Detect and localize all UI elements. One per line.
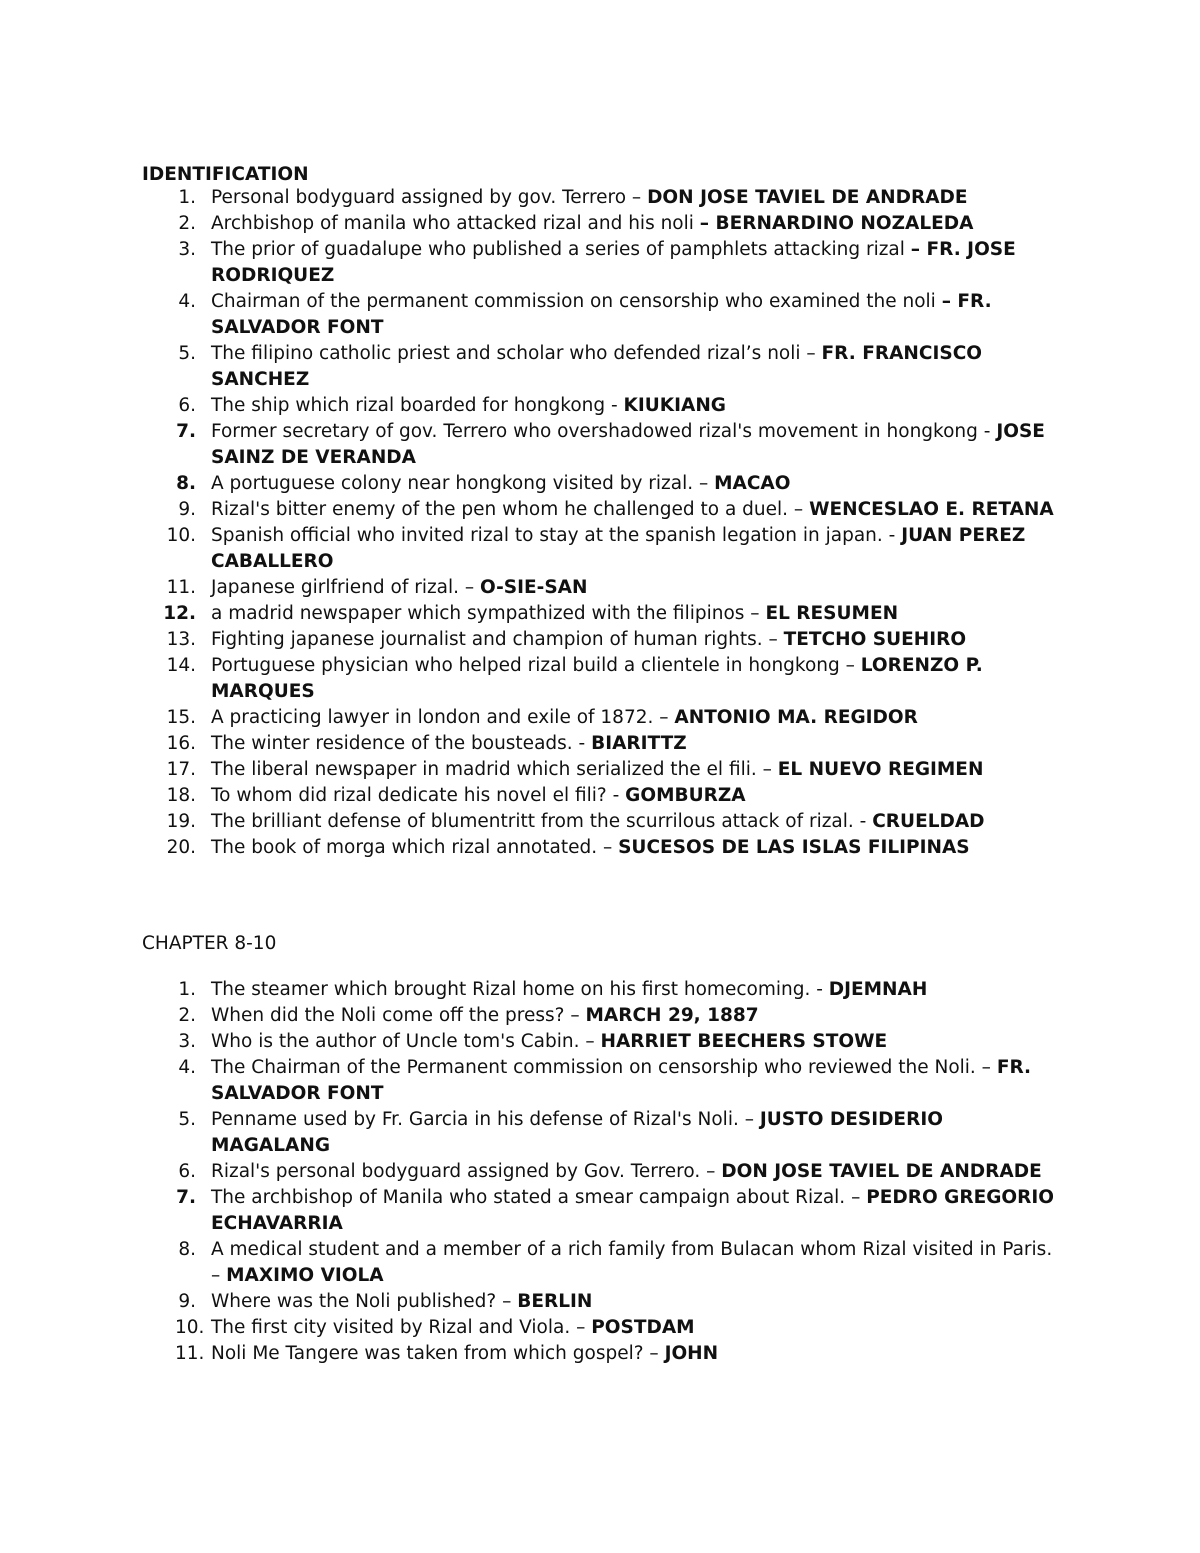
question-text: Portuguese physician who helped rizal build a clientele in hongkong – [211, 655, 861, 676]
answer-text: BIARITTZ [591, 733, 687, 754]
question-text: Chairman of the permanent commission on censorship who examined the noli [211, 291, 942, 312]
list-item [0, 835, 1200, 861]
section-heading-chapter: CHAPTER 8-10 [142, 933, 277, 954]
item-number: 7. [176, 1187, 196, 1208]
item-number: 13. [166, 629, 196, 650]
list-item [0, 523, 1200, 575]
question-text: The prior of guadalupe who published a series of pamphlets attacking rizal [211, 239, 911, 260]
list-item [0, 627, 1200, 653]
answer-text: JOSE SAINZ DE VERANDA [211, 421, 1045, 468]
identification-list [0, 185, 1200, 861]
list-item [0, 783, 1200, 809]
question-text: Rizal's personal bodyguard assigned by Gov. Terrero. – [211, 1161, 722, 1182]
question-text: The winter residence of the bousteads. - [211, 733, 592, 754]
answer-text: JUAN PEREZ CABALLERO [211, 525, 1026, 572]
answer-text: – BERNARDINO NOZALEDA [699, 213, 974, 234]
list-item [0, 575, 1200, 601]
answer-text: – FR. JOSE RODRIQUEZ [211, 239, 1016, 286]
list-item [0, 653, 1200, 705]
answer-text: GOMBURZA [625, 785, 746, 806]
answer-text: ANTONIO MA. REGIDOR [674, 707, 918, 728]
list-item [0, 1055, 1200, 1107]
item-number: 17. [166, 759, 196, 780]
question-text: The first city visited by Rizal and Viola. – [211, 1317, 592, 1338]
question-text: a madrid newspaper which sympathized with the filipinos – [211, 603, 766, 624]
answer-text: MACAO [714, 473, 791, 494]
list-item [0, 289, 1200, 341]
answer-text: O-SIE-SAN [480, 577, 588, 598]
question-text: Noli Me Tangere was taken from which gospel? – [211, 1343, 665, 1364]
question-text: Spanish official who invited rizal to stay at the spanish legation in japan. - [211, 525, 902, 546]
list-item [0, 497, 1200, 523]
answer-text: – FR. SALVADOR FONT [211, 291, 992, 338]
item-number: 6. [178, 1161, 196, 1182]
item-number: 10. [175, 1317, 205, 1338]
list-item [0, 341, 1200, 393]
list-item [0, 1237, 1200, 1289]
answer-text: POSTDAM [591, 1317, 695, 1338]
item-number: 19. [166, 811, 196, 832]
list-item [0, 809, 1200, 835]
item-number: 4. [178, 291, 196, 312]
item-number: 11. [166, 577, 196, 598]
question-text: The book of morga which rizal annotated. – [211, 837, 619, 858]
answer-text: TETCHO SUEHIRO [783, 629, 967, 650]
answer-text: DJEMNAH [828, 979, 928, 1000]
item-number: 3. [178, 239, 196, 260]
item-number: 2. [178, 213, 196, 234]
item-number: 18. [166, 785, 196, 806]
item-number: 5. [178, 1109, 196, 1130]
answer-text: DON JOSE TAVIEL DE ANDRADE [647, 187, 968, 208]
question-text: To whom did rizal dedicate his novel el fili? - [211, 785, 626, 806]
answer-text: FR. SALVADOR FONT [211, 1057, 1032, 1104]
item-number: 4. [178, 1057, 196, 1078]
question-text: Archbishop of manila who attacked rizal and his noli [211, 213, 700, 234]
item-number: 8. [178, 1239, 196, 1260]
question-text: Fighting japanese journalist and champion of human rights. – [211, 629, 784, 650]
question-text: When did the Noli come off the press? – [211, 1005, 586, 1026]
item-number: 20. [166, 837, 196, 858]
answer-text: DON JOSE TAVIEL DE ANDRADE [721, 1161, 1042, 1182]
answer-text: LORENZO P. MARQUES [211, 655, 983, 702]
item-number: 9. [178, 499, 196, 520]
question-text: The steamer which brought Rizal home on his first homecoming. - [211, 979, 829, 1000]
list-item [0, 1289, 1200, 1315]
list-item [0, 1185, 1200, 1237]
list-item [0, 1341, 1200, 1367]
answer-text: PEDRO GREGORIO ECHAVARRIA [211, 1187, 1055, 1234]
item-number: 8. [176, 473, 196, 494]
item-number: 9. [178, 1291, 196, 1312]
item-number: 5. [178, 343, 196, 364]
item-number: 2. [178, 1005, 196, 1026]
list-item [0, 1315, 1200, 1341]
list-item [0, 185, 1200, 211]
item-number: 10. [166, 525, 196, 546]
question-text: Former secretary of gov. Terrero who overshadowed rizal's movement in hongkong - [211, 421, 997, 442]
list-item [0, 757, 1200, 783]
question-text: Personal bodyguard assigned by gov. Terrero – [211, 187, 648, 208]
item-number: 1. [178, 187, 196, 208]
item-number: 15. [166, 707, 196, 728]
question-text: Rizal's bitter enemy of the pen whom he challenged to a duel. – [211, 499, 810, 520]
answer-text: KIUKIANG [623, 395, 726, 416]
question-text: The archbishop of Manila who stated a smear campaign about Rizal. – [211, 1187, 867, 1208]
list-item [0, 705, 1200, 731]
answer-text: EL NUEVO REGIMEN [777, 759, 984, 780]
question-text: Japanese girlfriend of rizal. – [211, 577, 481, 598]
list-item [0, 1029, 1200, 1055]
answer-text: FR. FRANCISCO SANCHEZ [211, 343, 982, 390]
list-item [0, 1159, 1200, 1185]
question-text: A portuguese colony near hongkong visited by rizal. – [211, 473, 715, 494]
item-number: 16. [166, 733, 196, 754]
item-number: 12. [163, 603, 196, 624]
question-text: A medical student and a member of a rich family from Bulacan whom Rizal visited in Paris. – [211, 1239, 1053, 1286]
answer-text: JOHN [664, 1343, 719, 1364]
list-item [0, 237, 1200, 289]
list-item [0, 731, 1200, 757]
list-item [0, 977, 1200, 1003]
list-item [0, 211, 1200, 237]
item-number: 6. [178, 395, 196, 416]
answer-text: WENCESLAO E. RETANA [809, 499, 1054, 520]
answer-text: BERLIN [517, 1291, 593, 1312]
question-text: Where was the Noli published? – [211, 1291, 518, 1312]
answer-text: MARCH 29, 1887 [585, 1005, 759, 1026]
list-item [0, 393, 1200, 419]
answer-text: MAXIMO VIOLA [226, 1265, 384, 1286]
item-number: 7. [176, 421, 196, 442]
section-heading-identification: IDENTIFICATION [142, 164, 309, 185]
list-item [0, 1107, 1200, 1159]
question-text: The brilliant defense of blumentritt from the scurrilous attack of rizal. - [211, 811, 873, 832]
question-text: Penname used by Fr. Garcia in his defense of Rizal's Noli. – [211, 1109, 760, 1130]
answer-text: HARRIET BEECHERS STOWE [600, 1031, 888, 1052]
item-number: 14. [166, 655, 196, 676]
item-number: 1. [178, 979, 196, 1000]
item-number: 3. [178, 1031, 196, 1052]
answer-text: JUSTO DESIDERIO MAGALANG [211, 1109, 943, 1156]
item-number: 11. [175, 1343, 205, 1364]
list-item [0, 419, 1200, 471]
list-item [0, 601, 1200, 627]
question-text: The ship which rizal boarded for hongkong - [211, 395, 624, 416]
answer-text: SUCESOS DE LAS ISLAS FILIPINAS [618, 837, 970, 858]
list-item [0, 471, 1200, 497]
question-text: The Chairman of the Permanent commission on censorship who reviewed the Noli. – [211, 1057, 997, 1078]
answer-text: EL RESUMEN [765, 603, 899, 624]
question-text: A practicing lawyer in london and exile of 1872. – [211, 707, 675, 728]
list-item [0, 1003, 1200, 1029]
answer-text: CRUELDAD [872, 811, 985, 832]
question-text: The filipino catholic priest and scholar who defended rizal’s noli – [211, 343, 822, 364]
question-text: The liberal newspaper in madrid which serialized the el fili. – [211, 759, 778, 780]
question-text: Who is the author of Uncle tom's Cabin. – [211, 1031, 601, 1052]
chapter-list [0, 977, 1200, 1367]
